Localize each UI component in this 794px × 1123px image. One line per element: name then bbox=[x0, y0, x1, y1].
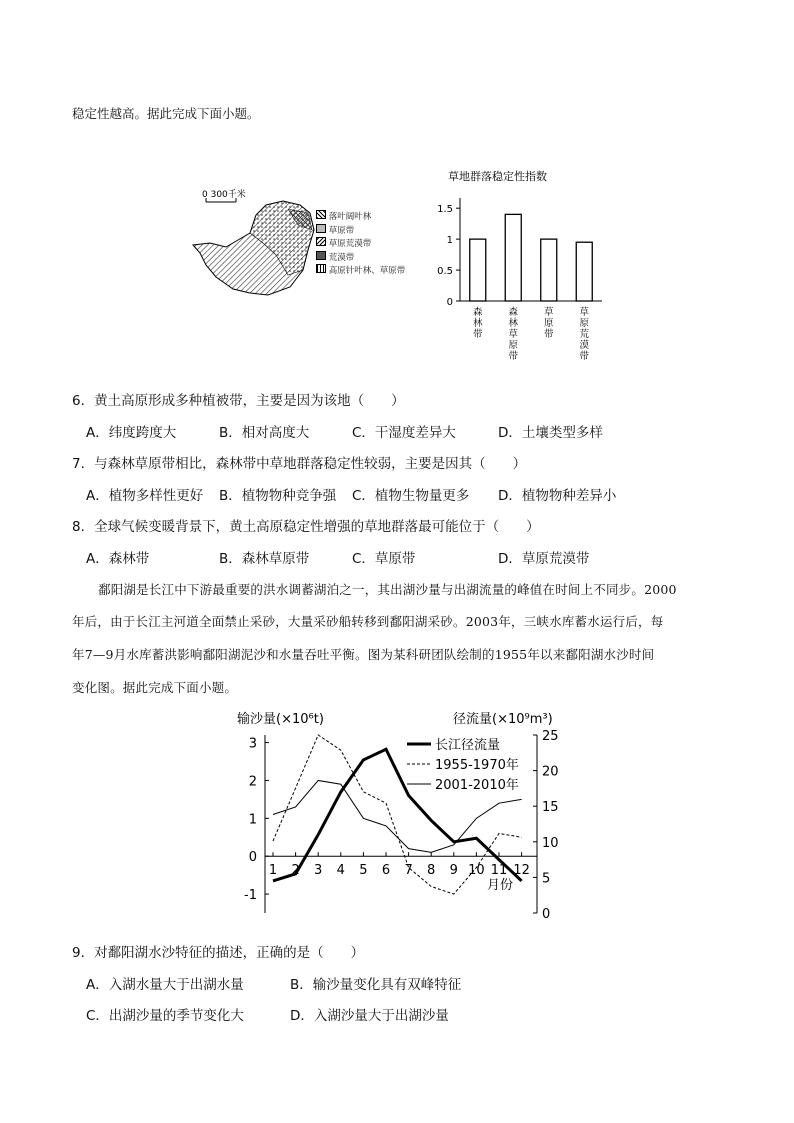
right-tick-label: 10 bbox=[542, 835, 559, 851]
q8-option-d[interactable]: D．草原荒漠带 bbox=[498, 551, 590, 567]
bar-category-label: 森林草原带 bbox=[508, 307, 519, 362]
bar-y-tick-label: 0.5 bbox=[437, 266, 453, 278]
right-axis-label: 径流量(×10⁹m³) bbox=[453, 712, 553, 727]
q6-option-a[interactable]: A．纬度跨度大 bbox=[86, 425, 177, 441]
x-tick-label: 8 bbox=[427, 863, 436, 879]
q8-option-c[interactable]: C．草原带 bbox=[352, 551, 416, 567]
right-tick-label: 5 bbox=[542, 871, 551, 887]
map-legend bbox=[316, 210, 405, 278]
legend-label-3: 2001-2010年 bbox=[435, 778, 519, 793]
passage-line-2: 年后，由于长江主河道全面禁止采砂，大量采砂船转移到鄱阳湖采砂。2003年，三峡水库蓄水运行后，每 bbox=[72, 614, 664, 629]
q7-option-b[interactable]: B．植物物种竞争强 bbox=[219, 488, 337, 504]
legend-item: 草原荒漠带 bbox=[328, 239, 372, 249]
q8-stem: 8．全球气候变暖背景下，黄土高原稳定性增强的草地群落最可能位于（ ） bbox=[72, 519, 540, 535]
left-tick-label: 0 bbox=[248, 850, 257, 866]
left-tick-label: 2 bbox=[248, 774, 257, 790]
q9-option-d[interactable]: D．入湖沙量大于出湖沙量 bbox=[290, 1008, 449, 1024]
q6-option-c[interactable]: C．干湿度差异大 bbox=[352, 425, 456, 441]
legend-label-1: 长江径流量 bbox=[435, 738, 501, 753]
bar-1 bbox=[470, 239, 486, 301]
passage-line-3: 年7—9月水库蓄洪影响鄱阳湖泥沙和水量吞吐平衡。图为某科研团队绘制的1955年以来鄱阳湖水沙时间 bbox=[72, 647, 655, 662]
legend-item: 荒漠带 bbox=[328, 252, 355, 263]
x-tick-label: 10 bbox=[468, 863, 485, 879]
map-scale-bar bbox=[202, 188, 246, 202]
q7-stem: 7．与森林草原带相比，森林带中草地群落稳定性较弱，主要是因其（ ） bbox=[72, 456, 527, 472]
right-tick-label: 25 bbox=[542, 729, 559, 744]
x-tick-label: 1 bbox=[268, 863, 278, 879]
x-tick-label: 6 bbox=[381, 863, 391, 879]
x-tick-label: 3 bbox=[314, 863, 323, 879]
bar-category-label: 森林带 bbox=[472, 307, 483, 340]
q6-option-d[interactable]: D．土壤类型多样 bbox=[498, 425, 603, 441]
x-tick-label: 9 bbox=[449, 863, 458, 879]
right-tick-label: 15 bbox=[542, 800, 559, 816]
q9-stem: 9．对鄱阳湖水沙特征的描述，正确的是（ ） bbox=[72, 945, 365, 961]
q8-option-b[interactable]: B．森林草原带 bbox=[219, 551, 310, 567]
legend-item: 高原针叶林、草原带 bbox=[328, 266, 406, 276]
legend-label-2: 1955-1970年 bbox=[435, 758, 519, 773]
q9-option-c[interactable]: C．出湖沙量的季节变化大 bbox=[86, 1008, 244, 1024]
x-tick-label: 2 bbox=[291, 863, 300, 879]
bar-category-label: 草原荒漠带 bbox=[579, 307, 590, 362]
x-axis-label: 月份 bbox=[487, 878, 514, 894]
bar-chart-title: 草地群落稳定性指数 bbox=[448, 170, 547, 183]
passage-line-4: 变化图。据此完成下面小题。 bbox=[72, 680, 238, 695]
q8-option-a[interactable]: A．森林带 bbox=[86, 551, 150, 567]
left-tick-label: -1 bbox=[244, 888, 257, 904]
bar-2 bbox=[505, 214, 521, 301]
x-tick-label: 12 bbox=[513, 863, 530, 879]
q7-option-c[interactable]: C．植物生物量更多 bbox=[352, 488, 470, 504]
left-tick-label: 3 bbox=[248, 736, 257, 752]
bar-y-tick-label: 1.5 bbox=[437, 204, 453, 216]
bar-3 bbox=[541, 239, 557, 301]
x-tick-label: 11 bbox=[490, 863, 508, 879]
q9-option-a[interactable]: A．入湖水量大于出湖水量 bbox=[86, 977, 244, 993]
right-tick-label: 20 bbox=[542, 764, 559, 780]
water-sediment-line-chart bbox=[225, 705, 570, 925]
q7-option-d[interactable]: D．植物物种差异小 bbox=[498, 488, 617, 504]
left-axis-label: 输沙量(×10⁶t) bbox=[237, 712, 324, 727]
stability-bar-chart bbox=[420, 160, 620, 370]
map-scale-label: 0 300千米 bbox=[202, 190, 246, 200]
q7-option-a[interactable]: A．植物多样性更好 bbox=[86, 488, 204, 504]
bar-4 bbox=[576, 242, 592, 301]
bar-y-tick-label: 1 bbox=[446, 235, 453, 247]
left-tick-label: 1 bbox=[248, 812, 257, 828]
x-tick-label: 7 bbox=[404, 863, 413, 879]
x-tick-label: 4 bbox=[336, 863, 345, 879]
legend-item: 草原带 bbox=[328, 225, 355, 236]
x-tick-label: 5 bbox=[359, 863, 368, 879]
q6-option-b[interactable]: B．相对高度大 bbox=[219, 425, 310, 441]
q6-stem: 6．黄土高原形成多种植被带，主要是因为该地（ ） bbox=[72, 393, 405, 409]
right-tick-label: 0 bbox=[542, 907, 551, 922]
legend-item: 落叶阔叶林 bbox=[328, 212, 372, 222]
q9-option-b[interactable]: B．输沙量变化具有双峰特征 bbox=[290, 977, 462, 993]
bar-category-label: 草原带 bbox=[543, 307, 554, 340]
intro-tail: 稳定性越高。据此完成下面小题。 bbox=[72, 106, 260, 121]
bar-y-tick-label: 0 bbox=[446, 297, 453, 308]
passage-line-1: 鄱阳湖是长江中下游最重要的洪水调蓄湖泊之一，其出湖沙量与出湖流量的峰值在时间上不同步。2000 bbox=[98, 582, 677, 597]
